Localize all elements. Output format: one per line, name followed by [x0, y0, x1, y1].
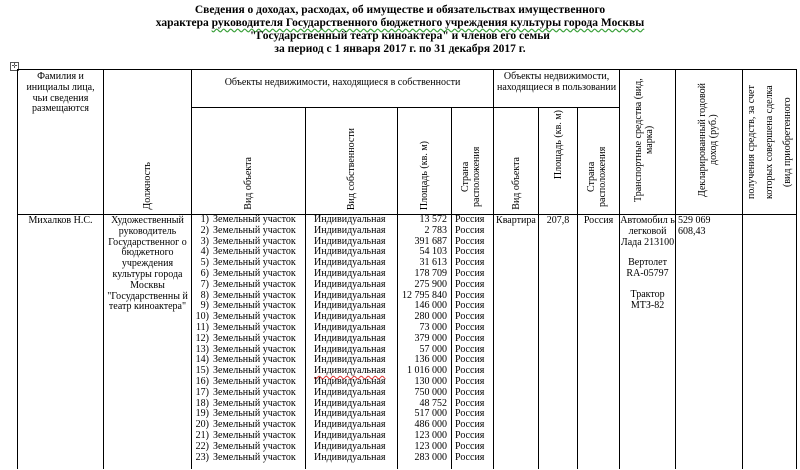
document-title-period: за период с 1 января 2017 г. по 31 декабря 2017 г.	[274, 43, 526, 55]
owned-ownership-item: Индивидуальная	[314, 408, 386, 420]
item-type: Земельный участок	[213, 267, 296, 279]
owned-ownership-item: Индивидуальная	[314, 354, 386, 366]
item-type: Земельный участок	[213, 365, 296, 377]
owned-ownership-item: Индивидуальная	[314, 451, 386, 463]
item-type: Земельный участок	[213, 235, 296, 247]
vehicles-list	[620, 215, 676, 469]
vehicle-car: Автомобил ь легковой Лада 213100	[620, 215, 675, 248]
move-table-icon[interactable]: ✛	[11, 62, 18, 70]
owned-country-item: Россия	[455, 397, 485, 409]
column-position-header: Должность	[104, 70, 192, 215]
owned-area-list	[398, 215, 452, 469]
owned-area-item: 280 000	[414, 311, 447, 323]
item-number: 15)	[195, 365, 209, 377]
item-number: 9)	[200, 300, 209, 312]
owned-ownership-item: Индивидуальная	[314, 300, 386, 312]
owned-country-item: Россия	[455, 257, 485, 269]
owned-area-item: 517 000	[414, 408, 447, 420]
item-number: 11)	[196, 321, 209, 333]
item-type: Земельный участок	[213, 311, 296, 323]
owned-country-item: Россия	[455, 386, 485, 398]
owned-area-item: 391 687	[414, 235, 447, 247]
owned-country-item: Россия	[455, 375, 485, 387]
owned-ownership-item: Индивидуальная	[314, 289, 386, 301]
vehicle-helicopter: Вертолет RA-05797	[626, 257, 669, 280]
owned-area-item: 275 900	[414, 278, 447, 290]
sources-line-1: получения средств, за счет	[746, 85, 758, 199]
owned-area-item: 48 752	[419, 397, 447, 409]
item-number: 5)	[200, 257, 209, 269]
document-title-line-2	[0, 17, 800, 30]
sources-cell	[743, 215, 797, 469]
item-number: 17)	[195, 386, 209, 398]
vehicle-tractor: Трактор МТЗ-82	[630, 288, 665, 311]
item-type: Земельный участок	[213, 451, 296, 463]
item-type: Земельный участок	[213, 397, 296, 409]
owned-country-item: Россия	[455, 267, 485, 279]
title-organization: руководителя Государственного бюджетного учреждения культуры города Москвы	[211, 17, 645, 29]
item-number: 8)	[200, 289, 209, 301]
item-type: Земельный участок	[213, 343, 296, 355]
item-type: Земельный участок	[213, 289, 296, 301]
owned-country-item: Россия	[455, 321, 485, 333]
owned-country-item: Россия	[455, 246, 485, 258]
used-type: Квартира	[494, 215, 539, 469]
sources-line-2: которых совершена сделка	[764, 85, 776, 199]
item-type: Земельный участок	[213, 332, 296, 344]
item-number: 13)	[195, 343, 209, 355]
owned-area-item: 379 000	[414, 332, 447, 344]
owned-property-group-header: Объекты недвижимости, находящиеся в собственности	[192, 70, 494, 108]
owned-ownership-item: Индивидуальная	[314, 246, 386, 258]
item-type: Земельный участок	[213, 419, 296, 431]
owned-country-item: Россия	[455, 289, 485, 301]
disclosure-table	[17, 69, 797, 469]
item-number: 1)	[200, 214, 209, 225]
owned-country-item: Россия	[455, 214, 485, 225]
item-number: 21)	[195, 429, 209, 441]
owned-area-item: 750 000	[414, 386, 447, 398]
item-type: Земельный участок	[213, 440, 296, 452]
owned-country-item: Россия	[455, 278, 485, 290]
owned-ownership-list	[306, 215, 398, 469]
item-number: 12)	[195, 332, 209, 344]
item-number: 23)	[195, 451, 209, 463]
owned-area-item: 2 783	[424, 224, 447, 236]
item-type: Земельный участок	[213, 300, 296, 312]
owned-country-item: Россия	[455, 451, 485, 463]
item-number: 18)	[195, 397, 209, 409]
owned-country-item: Россия	[455, 224, 485, 236]
owned-area-item: 12 795 840	[402, 289, 447, 301]
owned-ownership-item: Индивидуальная	[314, 257, 386, 269]
item-number: 19)	[195, 408, 209, 420]
owned-ownership-item: Индивидуальная	[314, 278, 386, 290]
used-property-group-header: Объекты недвижимости, находящиеся в пользовании	[494, 70, 620, 108]
owned-country-item: Россия	[455, 311, 485, 323]
declared-income: 529 069 608,43	[676, 215, 743, 469]
owned-area-item: 73 000	[419, 321, 447, 333]
owned-country-item: Россия	[455, 332, 485, 344]
owned-area-item: 13 572	[419, 214, 447, 225]
owned-country-item: Россия	[455, 235, 485, 247]
owned-area-item: 31 613	[419, 257, 447, 269]
owned-area-item: 54 103	[419, 246, 447, 258]
owned-area-item: 178 709	[414, 267, 447, 279]
owned-area-item: 130 000	[414, 375, 447, 387]
owned-ownership-item: Индивидуальная	[314, 375, 386, 387]
item-number: 2)	[200, 224, 209, 236]
document-title-line-3: "Государственный театр киноактера" и членов его семьи	[250, 30, 550, 42]
owned-ownership-header: Вид собственности	[306, 108, 398, 215]
owned-country-list	[452, 215, 494, 469]
used-area-header: Площадь (кв. м)	[539, 108, 578, 215]
item-type: Земельный участок	[213, 278, 296, 290]
item-type: Земельный участок	[213, 224, 296, 236]
owned-country-item: Россия	[455, 354, 485, 366]
owned-country-item: Россия	[455, 365, 485, 377]
column-income-header: Декларированный годовой доход (руб.)	[676, 70, 743, 215]
title-prefix: характера	[155, 17, 212, 29]
person-name: Михалков Н.С.	[18, 215, 104, 469]
item-number: 4)	[200, 246, 209, 258]
owned-country-item: Россия	[455, 429, 485, 441]
owned-area-item: 486 000	[414, 419, 447, 431]
document-title-line-1: Сведения о доходах, расходах, об имуществе и обязательствах имущественного	[194, 4, 606, 16]
item-number: 7)	[200, 278, 209, 290]
owned-area-item: 123 000	[414, 429, 447, 441]
item-type: Земельный участок	[213, 354, 296, 366]
owned-ownership-item: Индивидуальная	[314, 429, 386, 441]
owned-ownership-item: Индивидуальная	[314, 224, 386, 236]
used-country: Россия	[578, 215, 620, 469]
item-number: 22)	[195, 440, 209, 452]
item-number: 6)	[200, 267, 209, 279]
owned-ownership-item: Индивидуальная	[314, 235, 386, 247]
owned-ownership-item: Индивидуальная	[314, 419, 386, 431]
owned-ownership-item: Индивидуальная	[314, 214, 386, 225]
owned-area-item: 123 000	[414, 440, 447, 452]
item-type: Земельный участок	[213, 375, 296, 387]
owned-country-item: Россия	[455, 343, 485, 355]
owned-area-item: 146 000	[414, 300, 447, 312]
owned-country-item: Россия	[455, 300, 485, 312]
column-vehicles-header: Транспортные средства (вид, марка)	[620, 70, 676, 215]
owned-ownership-item: Индивидуальная	[314, 321, 386, 333]
person-position: Художественный руководитель Государственног о бюджетного учреждения культуры города Москвы "Государственны й театр киноактера"	[104, 215, 192, 469]
owned-ownership-item: Индивидуальная	[314, 311, 386, 323]
item-number: 20)	[195, 419, 209, 431]
sources-line-3: (вид приобретенного	[781, 97, 793, 187]
owned-area-item: 136 000	[414, 354, 447, 366]
column-sources-header	[743, 70, 797, 215]
used-area: 207,8	[539, 215, 578, 469]
item-type: Земельный участок	[213, 257, 296, 269]
owned-area-item: 57 000	[419, 343, 447, 355]
item-number: 14)	[195, 354, 209, 366]
owned-country-header: Страна расположения	[452, 108, 494, 215]
item-type: Земельный участок	[213, 321, 296, 333]
owned-country-item: Россия	[455, 440, 485, 452]
item-type: Земельный участок	[213, 386, 296, 398]
owned-type-header: Вид объекта	[192, 108, 306, 215]
owned-ownership-item: Индивидуальная	[314, 386, 386, 398]
owned-country-item: Россия	[455, 408, 485, 420]
owned-ownership-item: Индивидуальная	[314, 440, 386, 452]
owned-area-item: 1 016 000	[407, 365, 447, 377]
item-number: 16)	[195, 375, 209, 387]
owned-type-list	[192, 215, 306, 469]
owned-country-item: Россия	[455, 419, 485, 431]
used-type-header: Вид объекта	[494, 108, 539, 215]
owned-ownership-item: Индивидуальная	[314, 365, 386, 377]
used-country-header: Страна расположения	[578, 108, 620, 215]
owned-ownership-item: Индивидуальная	[314, 343, 386, 355]
item-type: Земельный участок	[213, 429, 296, 441]
column-name-header: Фамилия и инициалы лица, чьи сведения размещаются	[18, 70, 104, 215]
owned-type-item	[192, 453, 305, 464]
owned-ownership-item: Индивидуальная	[314, 332, 386, 344]
owned-area-header: Площадь (кв. м)	[398, 108, 452, 215]
item-type: Земельный участок	[213, 408, 296, 420]
owned-area-item: 283 000	[414, 451, 447, 463]
item-number: 3)	[200, 235, 209, 247]
item-type: Земельный участок	[213, 214, 296, 225]
owned-ownership-item: Индивидуальная	[314, 267, 386, 279]
item-type: Земельный участок	[213, 246, 296, 258]
owned-ownership-item: Индивидуальная	[314, 397, 386, 409]
item-number: 10)	[195, 311, 209, 323]
